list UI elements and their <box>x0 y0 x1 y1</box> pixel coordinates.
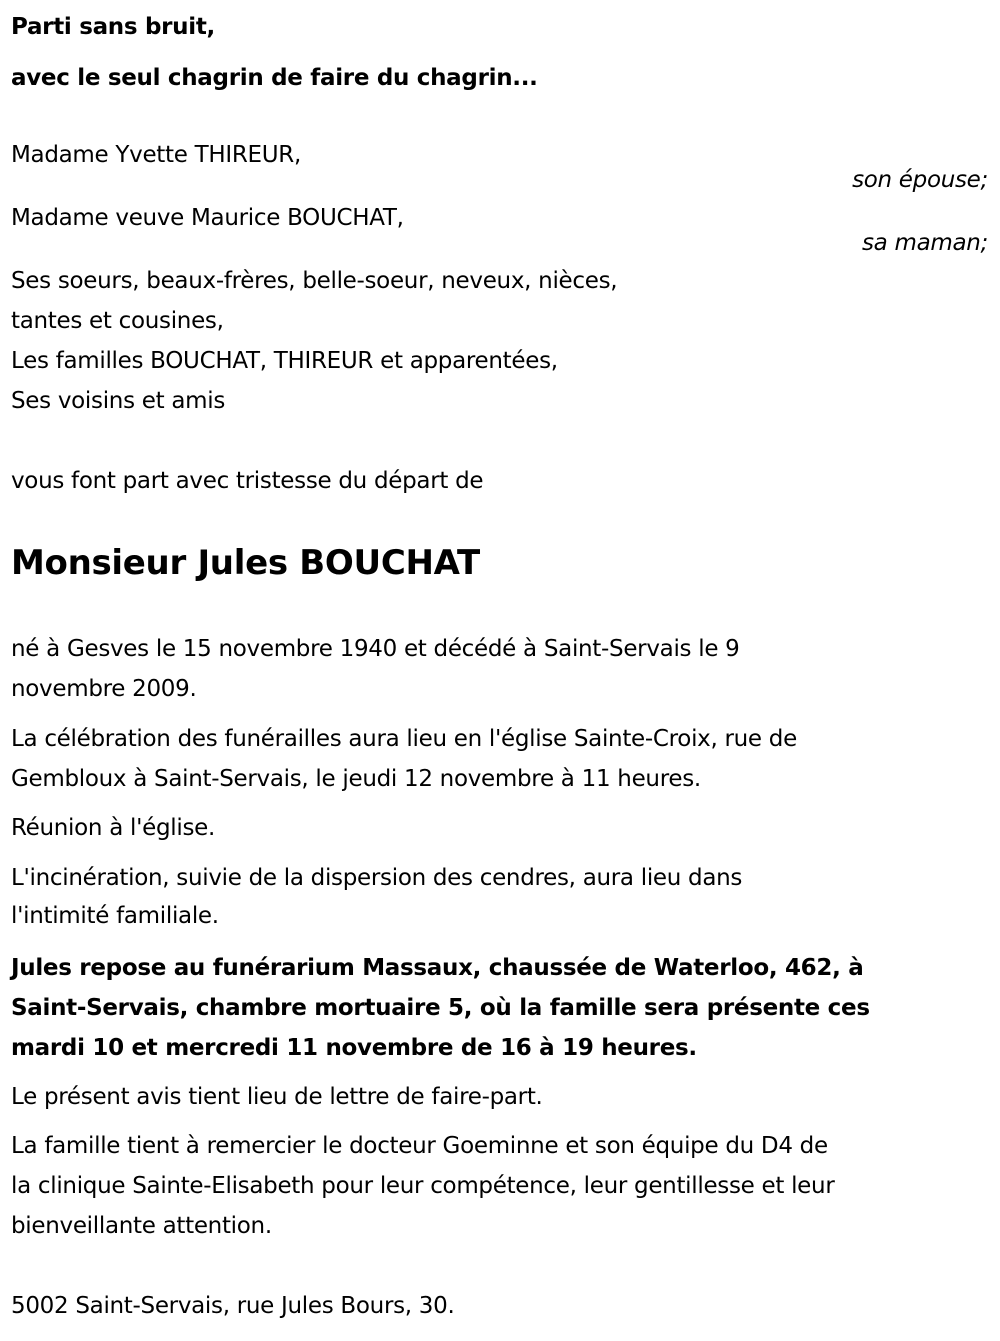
meeting-line: Réunion à l'église. <box>11 815 215 841</box>
birth-line: né à Gesves le 15 novembre 1940 et décédé à Saint-Servais le 9 <box>11 636 740 662</box>
funerarium-line: Jules repose au funérarium Massaux, chaussée de Waterloo, 462, à <box>11 955 864 981</box>
epigraph-line: avec le seul chagrin de faire du chagrin... <box>11 65 538 91</box>
notice-line: Le présent avis tient lieu de lettre de faire-part. <box>11 1084 543 1110</box>
address: 5002 Saint-Servais, rue Jules Bours, 30. <box>11 1293 455 1319</box>
announcement: vous font part avec tristesse du départ de <box>11 468 484 494</box>
thanks-line: bienveillante attention. <box>11 1213 272 1239</box>
epigraph-line: Parti sans bruit, <box>11 14 215 40</box>
family-name: Madame Yvette THIREUR, <box>11 142 301 168</box>
ceremony-line: Gembloux à Saint-Servais, le jeudi 12 novembre à 11 heures. <box>11 766 701 792</box>
family-relation: son épouse; <box>852 167 988 193</box>
funerarium-line: Saint-Servais, chambre mortuaire 5, où la famille sera présente ces <box>11 995 870 1021</box>
deceased-name: Monsieur Jules BOUCHAT <box>11 543 480 583</box>
funerarium-line: mardi 10 et mercredi 11 novembre de 16 à 19 heures. <box>11 1035 697 1061</box>
thanks-line: La famille tient à remercier le docteur Goeminne et son équipe du D4 de <box>11 1133 828 1159</box>
family-name: Madame veuve Maurice BOUCHAT, <box>11 205 404 231</box>
thanks-line: la clinique Sainte-Elisabeth pour leur compétence, leur gentillesse et leur <box>11 1173 835 1199</box>
others-line: Les familles BOUCHAT, THIREUR et apparentées, <box>11 348 558 374</box>
birth-line: novembre 2009. <box>11 676 197 702</box>
cremation-line: L'incinération, suivie de la dispersion des cendres, aura lieu dans <box>11 865 743 891</box>
cremation-line: l'intimité familiale. <box>11 903 219 929</box>
family-relation: sa maman; <box>861 230 988 256</box>
others-line: Ses voisins et amis <box>11 388 226 414</box>
ceremony-line: La célébration des funérailles aura lieu en l'église Sainte-Croix, rue de <box>11 726 797 752</box>
others-line: tantes et cousines, <box>11 308 224 334</box>
others-line: Ses soeurs, beaux-frères, belle-soeur, neveux, nièces, <box>11 268 618 294</box>
